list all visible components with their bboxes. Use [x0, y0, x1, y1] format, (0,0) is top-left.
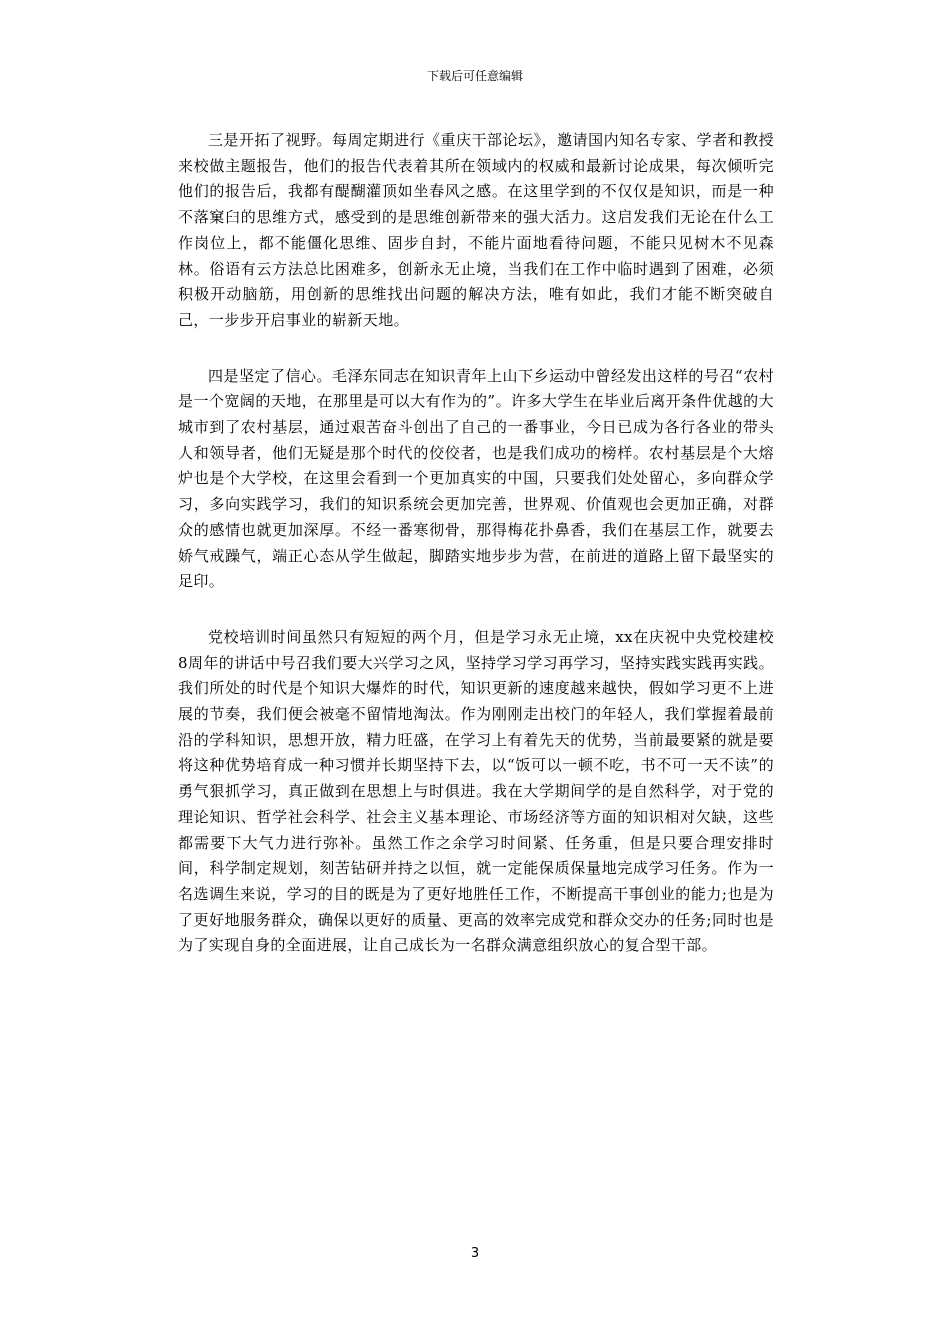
page-number: 3 — [470, 1246, 480, 1261]
paragraph-broadened-vision: 三是开拓了视野。每周定期进行《重庆干部论坛》，邀请国内知名专家、学者和教授来校做主题报告，他们的报告代表着其所在领域内的权威和最新讨论成果，每次倾听完他们的报告后，我都有醍醐灌顶如坐春风之感。在这里学到的不仅仅是知识，而是一种不落窠臼的思维方式，感受到的是思维创新带来的强大活力。这启发我们无论在什么工作岗位上，都不能僵化思维、固步自封，不能片面地看待问题，不能只见树木不见森林。俗语有云方法总比困难多，创新永无止境，当我们在工作中临时遇到了困难，必须积极开动脑筋，用创新的思维找出问题的解决方法，唯有如此，我们才能不断突破自己，一步步开启事业的崭新天地。 — [178, 131, 774, 329]
page-header: 下载后可任意编辑 — [426, 69, 523, 83]
document-body — [178, 128, 774, 989]
paragraph-continuous-learning: 党校培训时间虽然只有短短的两个月，但是学习永无止境，xx在庆祝中央党校建校8周年的讲话中号召我们要大兴学习之风，坚持学习学习再学习，坚持实践实践再实践。我们所处的时代是个知识大爆炸的时代，知识更新的速度越来越快，假如学习更不上进展的节奏，我们便会被毫不留情地淘汰。作为刚刚走出校门的年轻人，我们掌握着最前沿的学科知识，思想开放，精力旺盛，在学习上有着先天的优势，当前最要紧的就是要将这种优势培育成一种习惯并长期坚持下去，以“饭可以一顿不吃，书不可一天不读”的勇气狠抓学习，真正做到在思想上与时俱进。我在大学期间学的是自然科学，对于党的理论知识、哲学社会科学、社会主义基本理论、市场经济等方面的知识相对欠缺，这些都需要下大气力进行弥补。虽然工作之余学习时间紧、任务重，但是只要合理安排时间，科学制定规划，刻苦钻研并持之以恒，就一定能保质保量地完成学习任务。作为一名选调生来说，学习的目的既是为了更好地胜任工作，不断提高干事创业的能力;也是为了更好地服务群众，确保以更好的质量、更高的效率完成党和群众交办的任务;同时也是为了实现自身的全面进展，让自己成长为一名群众满意组织放心的复合型干部。 — [178, 627, 774, 955]
paragraph-strengthened-confidence: 四是坚定了信心。毛泽东同志在知识青年上山下乡运动中曾经发出这样的号召“农村是一个宽阔的天地，在那里是可以大有作为的”。许多大学生在毕业后离开条件优越的大城市到了农村基层，通过艰苦奋斗创出了自己的一番事业，今日已成为各行各业的带头人和领导者，他们无疑是那个时代的佼佼者，也是我们成功的榜样。农村基层是个大熔炉也是个大学校，在这里会看到一个更加真实的中国，只要我们处处留心，多向群众学习，多向实践学习，我们的知识系统会更加完善，世界观、价值观也会更加正确，对群众的感情也就更加深厚。不经一番寒彻骨，那得梅花扑鼻香，我们在基层工作，就要去娇气戒躁气，端正心态从学生做起，脚踏实地步步为营，在前进的道路上留下最坚实的足印。 — [178, 366, 774, 591]
